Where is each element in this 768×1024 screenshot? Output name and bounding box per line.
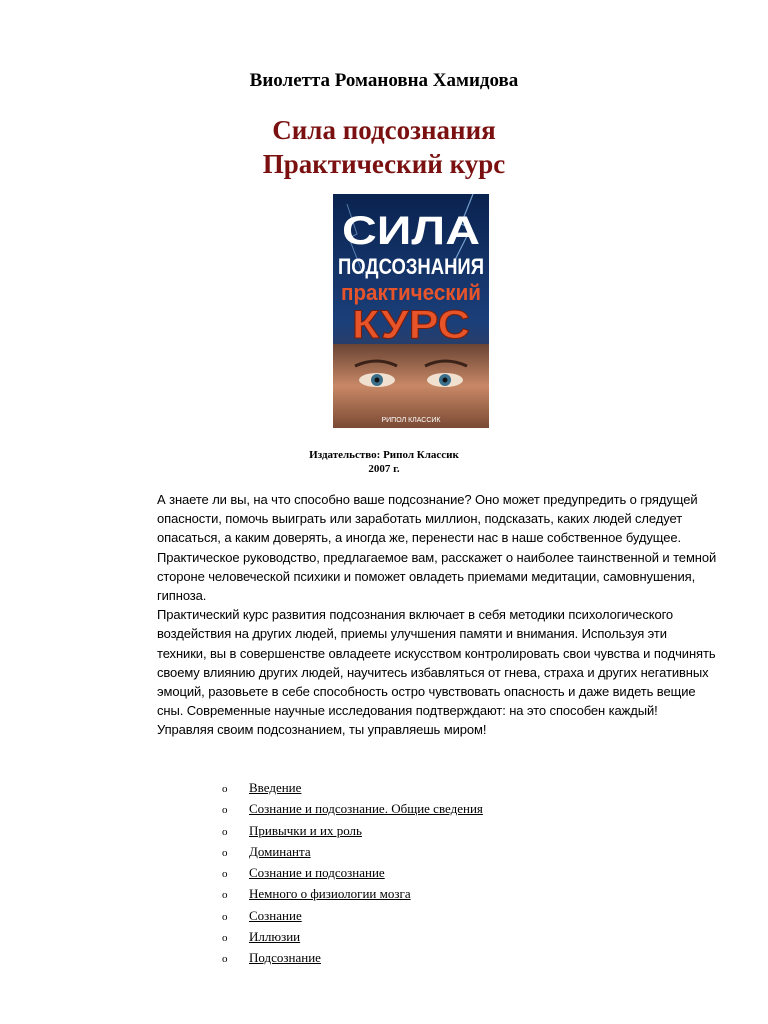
book-cover-image <box>333 194 489 428</box>
description-paragraph-2: Практический курс развития подсознания включает в себя методики психологического воздействия на других людей, приемы улучшения памяти и внимания. Используя эти техники, вы в совершенстве овладеете искусством контролировать свои чувства и подчинять своему влиянию других людей, научитесь избавляться от гнева, страха и других негативных эмоций, разовьете в себе способность остро чувствовать опасность и даже видеть вещие сны. Современные научные исследования подтверждают: на это способен каждый! Управляя своим подсознанием, ты управляешь миром! <box>157 607 716 738</box>
bullet-icon: o <box>222 868 228 881</box>
table-of-contents <box>222 778 483 970</box>
toc-item <box>222 927 483 948</box>
toc-link-conscious-subconscious[interactable]: Сознание и подсознание <box>249 865 385 881</box>
toc-link-habits[interactable]: Привычки и их роль <box>249 822 362 838</box>
bullet-icon: o <box>222 932 228 945</box>
book-title-line-2: Практический курс <box>262 149 506 179</box>
description-paragraph-1: А знаете ли вы, на что способно ваше подсознание? Оно может предупредить о грядущей опасности, помочь выиграть или заработать миллион, подсказать, каких людей следует опасаться, а каким доверять, а иногда же, перенести нас в наше собственное будущее. Практическое руководство, предлагаемое вам, расскажет о наиболее таинственной и темной стороне человеческой психики и поможет овладеть приемами медитации, самовнушения, гипноза. <box>157 492 717 604</box>
book-description <box>157 490 717 740</box>
toc-item <box>222 884 483 905</box>
bullet-icon: o <box>222 889 228 902</box>
toc-link-dominant[interactable]: Доминанта <box>249 843 311 859</box>
bullet-icon: o <box>222 825 228 838</box>
toc-link-intro[interactable]: Введение <box>249 780 302 795</box>
bullet-icon: o <box>222 953 228 966</box>
publication-year: 2007 г. <box>368 463 400 475</box>
author-name: Виолетта Романовна Хамидова <box>249 70 519 91</box>
toc-item <box>222 799 483 820</box>
bullet-icon: o <box>222 804 228 817</box>
bullet-icon: o <box>222 783 228 795</box>
publisher: Издательство: Рипол Классик <box>309 449 459 461</box>
cover-title-line-1: СИЛА <box>342 209 480 253</box>
toc-item <box>222 778 483 799</box>
cover-publisher-mark: РИПОЛ КЛАССИК <box>381 417 441 424</box>
cover-title-line-2: ПОДСОЗНАНИЯ <box>338 254 484 279</box>
toc-link-illusions[interactable]: Иллюзии <box>249 929 301 945</box>
bullet-icon: o <box>222 910 228 923</box>
toc-item <box>222 948 483 969</box>
toc-item <box>222 906 483 927</box>
toc-link-general[interactable]: Сознание и подсознание. Общие сведения <box>249 801 483 817</box>
book-title-line-1: Сила подсознания <box>272 115 496 145</box>
toc-link-subconscious[interactable]: Подсознание <box>249 950 321 966</box>
toc-item <box>222 842 483 863</box>
toc-item <box>222 863 483 884</box>
cover-title-line-3: практический <box>341 280 481 305</box>
toc-item <box>222 821 483 842</box>
publication-info <box>0 448 768 476</box>
bullet-icon: o <box>222 846 228 859</box>
cover-title-line-4: КУРС <box>352 303 470 347</box>
book-title <box>0 113 768 181</box>
toc-link-physiology[interactable]: Немного о физиологии мозга <box>249 886 411 902</box>
toc-link-consciousness[interactable]: Сознание <box>249 907 302 923</box>
